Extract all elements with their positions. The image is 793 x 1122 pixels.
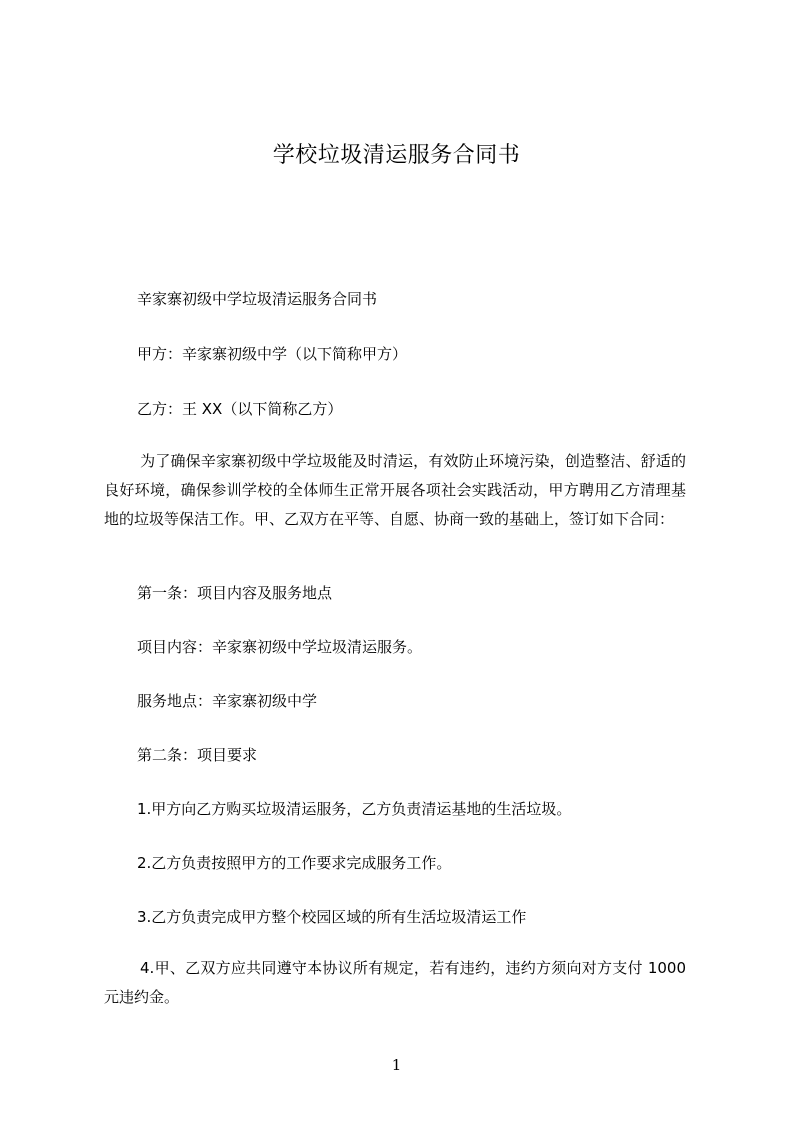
project-content-line: 项目内容：辛家寨初级中学垃圾清运服务。 (137, 638, 423, 656)
article-2-heading: 第二条：项目要求 (137, 746, 258, 764)
requirement-item-1: 1.甲方向乙方购买垃圾清运服务，乙方负责清运基地的生活垃圾。 (137, 800, 572, 818)
preamble-text: 为了确保辛家寨初级中学垃圾能及时清运，有效防止环境污染，创造整洁、舒适的良好环境，确保参训学校的全体师生正常开展各项社会实践活动，甲方聘用乙方清理基地的垃圾等保洁工作。甲、乙双方在平等、自愿、协商一致的基础上，签订如下合同： (104, 452, 686, 528)
service-location-line: 服务地点：辛家寨初级中学 (137, 692, 318, 710)
party-b-line: 乙方：王 XX（以下简称乙方） (137, 400, 343, 418)
requirement-item-3: 3.乙方负责完成甲方整个校园区域的所有生活垃圾清运工作 (137, 908, 527, 926)
contract-subtitle: 辛家寨初级中学垃圾清运服务合同书 (137, 290, 378, 308)
page-number: 1 (391, 1056, 402, 1074)
preamble-paragraph (104, 447, 686, 534)
requirement-4-text: 4.甲、乙双方应共同遵守本协议所有规定，若有违约，违约方须向对方支付 1000 元违约金。 (104, 959, 686, 1006)
article-1-heading: 第一条：项目内容及服务地点 (137, 584, 333, 602)
party-a-line: 甲方：辛家寨初级中学（以下简称甲方） (137, 345, 408, 363)
requirement-item-4 (104, 954, 686, 1012)
document-title: 学校垃圾清运服务合同书 (272, 143, 521, 168)
requirement-item-2: 2.乙方负责按照甲方的工作要求完成服务工作。 (137, 854, 452, 872)
